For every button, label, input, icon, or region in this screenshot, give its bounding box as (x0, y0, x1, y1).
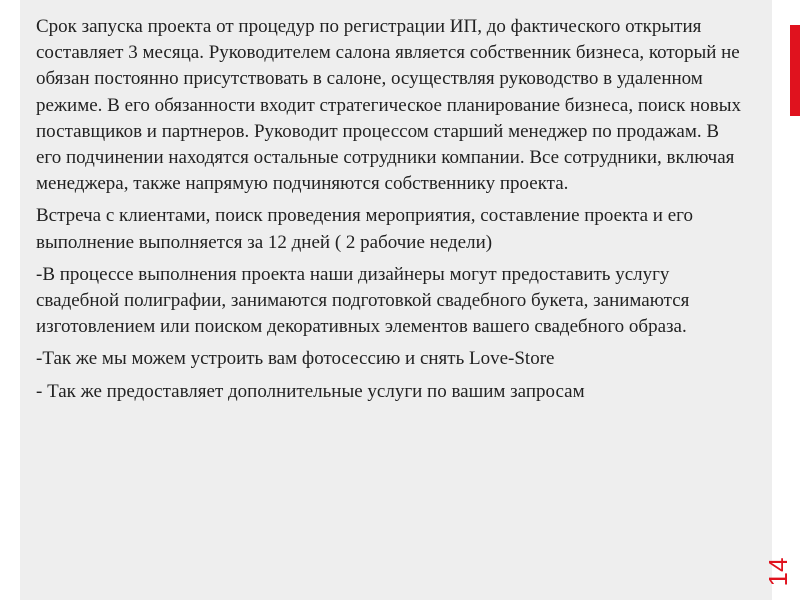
paragraph-designer-services: -В процессе выполнения проекта наши дизайнеры могут предоставить услугу свадебной полиграфии, занимаются подготовкой свадебного букета, занимаются изготовлением или поиском декоративных элементов вашего свадебного образа. (36, 263, 690, 338)
slide-number: 14 (763, 557, 793, 587)
paragraph-photoshoot: -Так же мы можем устроить вам фотосессию и снять Love-Store (36, 348, 555, 370)
accent-bar (790, 25, 800, 116)
paragraph-additional-services: - Так же предоставляет дополнительные услуги по вашим запросам (36, 380, 585, 402)
paragraph-client-meeting: Встреча с клиентами, поиск проведения мероприятия, составление проекта и его выполнение выполняется за 12 дней ( 2 рабочие недели) (36, 205, 693, 253)
paragraph-project-timeline: Срок запуска проекта от процедур по регистрации ИП, до фактического открытия составляет 3 месяца. Руководителем салона является собственник бизнеса, который не обязан постоянно присутствовать в салоне, осуществляя руководство в удаленном режиме. В его обязанности входит стратегическое планирование бизнеса, поиск новых поставщиков и партнеров. Руководит процессом старший менеджер по продажам. В его подчинении находятся остальные сотрудники компании. Все сотрудники, включая менеджера, также напрямую подчиняются собственнику проекта. (36, 16, 741, 195)
slide-body-text (36, 14, 744, 411)
